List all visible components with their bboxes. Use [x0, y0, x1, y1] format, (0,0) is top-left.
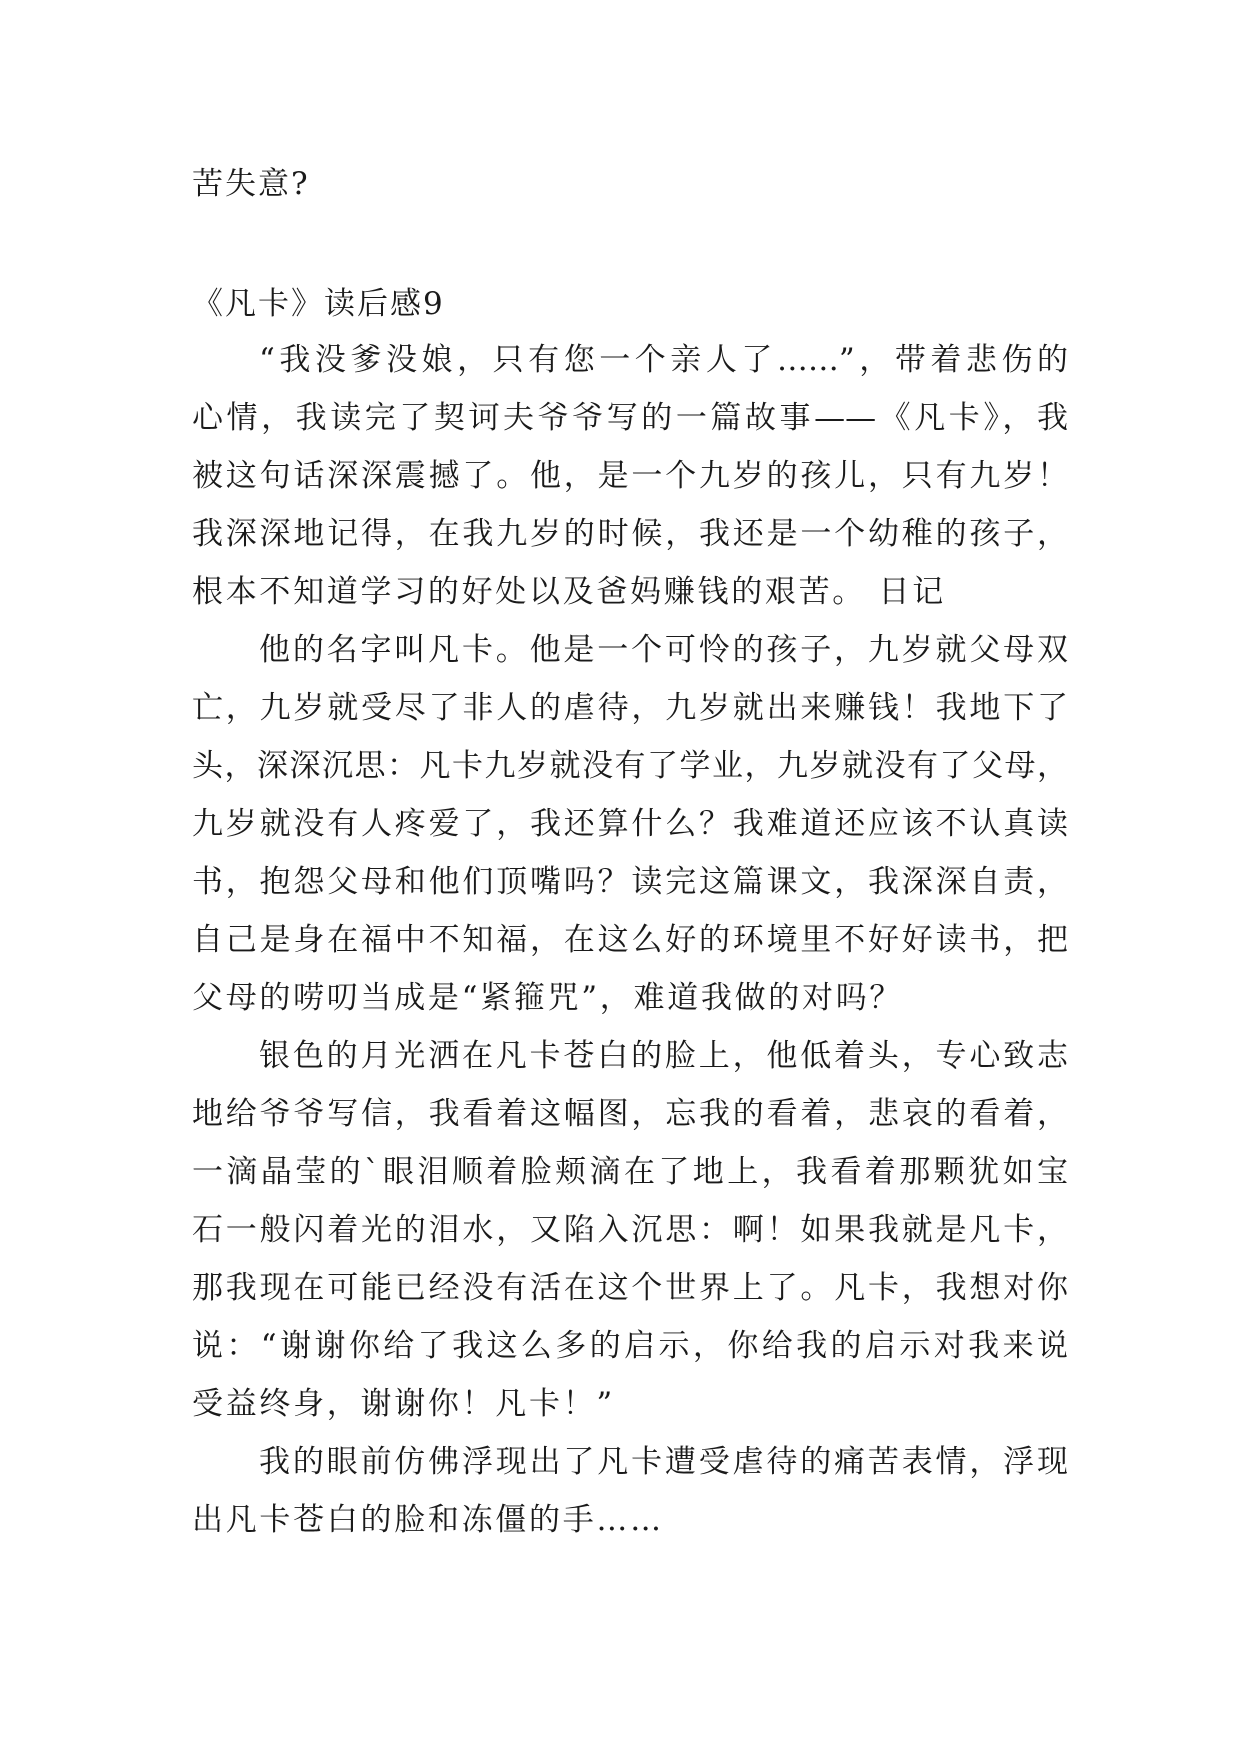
paragraph-line: 他的名字叫凡卡。他是一个可怜的孩子，九岁就父母双: [259, 632, 1068, 668]
paragraph: [192, 331, 1068, 621]
paragraph-line: 银色的月光洒在凡卡苍白的脸上，他低着头，专心致志: [259, 1038, 1068, 1074]
paragraph-line: 亡，九岁就受尽了非人的虐待，九岁就出来赚钱！我地下了: [192, 690, 1068, 726]
paragraph-line: 根本不知道学习的好处以及爸妈赚钱的艰苦。 日记: [192, 574, 946, 610]
paragraph-line: 书，抱怨父母和他们顶嘴吗？读完这篇课文，我深深自责，: [192, 864, 1068, 900]
paragraph-line: 被这句话深深震撼了。他，是一个九岁的孩儿，只有九岁！: [192, 458, 1068, 494]
paragraph-line: 受益终身，谢谢你！凡卡！”: [192, 1386, 615, 1422]
paragraph-line: “我没爹没娘，只有您一个亲人了……”，带着悲伤的: [259, 342, 1068, 378]
paragraph-line: 出凡卡苍白的脸和冻僵的手……: [192, 1502, 664, 1538]
paragraph-line: 头，深深沉思：凡卡九岁就没有了学业，九岁就没有了父母，: [192, 748, 1068, 784]
paragraph-line: 九岁就没有人疼爱了，我还算什么？我难道还应该不认真读: [192, 806, 1068, 842]
paragraph-line: 我的眼前仿佛浮现出了凡卡遭受虐待的痛苦表情，浮现: [259, 1444, 1068, 1480]
essay-title: 《凡卡》读后感9: [192, 286, 445, 322]
paragraph-line: 一滴晶莹的`眼泪顺着脸颊滴在了地上，我看着那颗犹如宝: [192, 1154, 1068, 1190]
paragraph-line: 那我现在可能已经没有活在这个世界上了。凡卡，我想对你: [192, 1270, 1068, 1306]
continued-text-line: 苦失意?: [192, 166, 310, 202]
paragraph: [192, 1433, 1068, 1549]
paragraph-line: 父母的唠叨当成是“紧箍咒”，难道我做的对吗？: [192, 980, 904, 1016]
paragraph: [192, 1027, 1068, 1433]
paragraph-line: 自己是身在福中不知福，在这么好的环境里不好好读书，把: [192, 922, 1068, 958]
paragraph: [192, 621, 1068, 1027]
paragraph-line: 石一般闪着光的泪水，又陷入沉思：啊！如果我就是凡卡，: [192, 1212, 1068, 1248]
paragraph-line: 我深深地记得，在我九岁的时候，我还是一个幼稚的孩子，: [192, 516, 1068, 552]
paragraph-line: 心情，我读完了契诃夫爷爷写的一篇故事——《凡卡》，我: [192, 400, 1068, 436]
essay-body: [192, 331, 1068, 1549]
paragraph-line: 说：“谢谢你给了我这么多的启示，你给我的启示对我来说: [192, 1328, 1068, 1364]
paragraph-line: 地给爷爷写信，我看着这幅图，忘我的看着，悲哀的看着，: [192, 1096, 1068, 1132]
